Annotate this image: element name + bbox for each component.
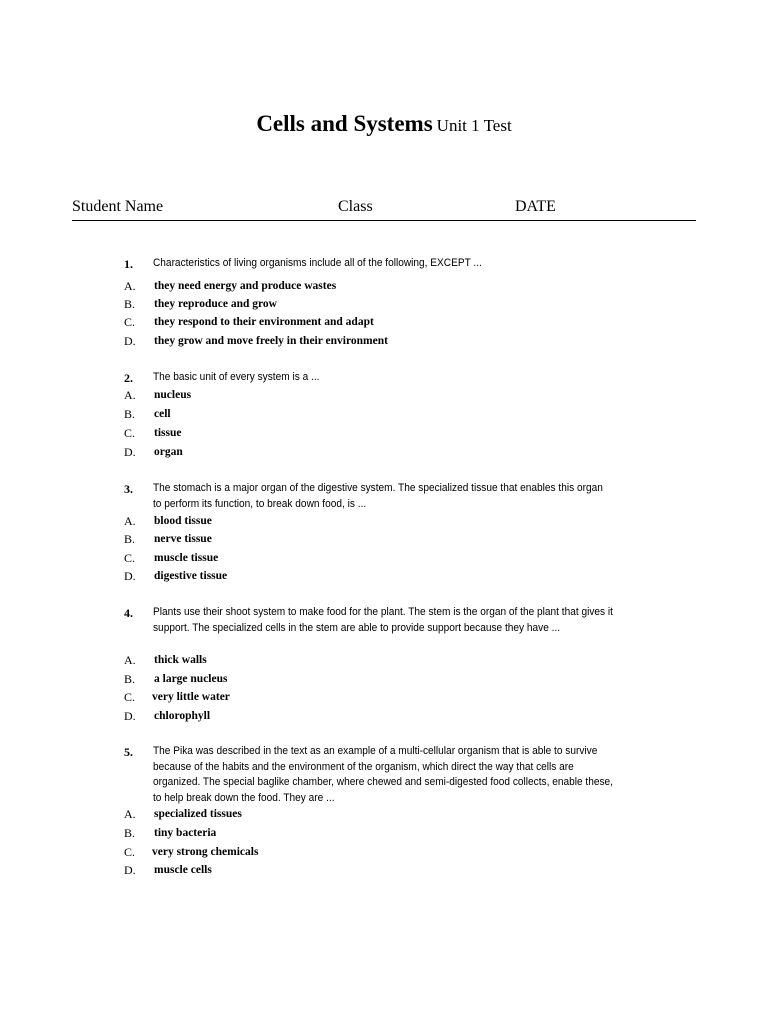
option-4d [0, 708, 768, 726]
option-letter: A. [124, 388, 136, 402]
option-text: they grow and move freely in their environment [154, 335, 388, 347]
question-text: The Pika was described in the text as an example of a multi-cellular organism that is able to survive because of the habits and the environment of the organism, which direct the way that cells are organized. The special baglike chamber, where chewed and semi-digested food collects, enable these, to help break down the food. They are ... [153, 745, 613, 804]
option-letter: B. [124, 826, 136, 840]
option-letter: B. [124, 407, 136, 421]
option-text: they need energy and produce wastes [154, 280, 337, 292]
option-letter: C. [124, 690, 136, 704]
option-text: blood tissue [154, 515, 212, 527]
option-2b [0, 406, 768, 424]
option-text: muscle cells [154, 864, 212, 876]
option-text: very little water [152, 691, 230, 703]
option-text: chlorophyll [154, 710, 211, 722]
option-letter: C. [124, 845, 136, 859]
question-number: 1. [124, 257, 133, 271]
option-text: they respond to their environment and adapt [154, 316, 374, 328]
option-text: they reproduce and grow [154, 298, 277, 310]
option-letter: A. [124, 279, 136, 293]
option-text: very strong chemicals [152, 846, 259, 858]
question-number: 2. [124, 371, 133, 385]
student-info-header [72, 198, 696, 221]
option-2c [0, 425, 768, 443]
option-4a [0, 652, 768, 670]
option-1a [0, 278, 768, 296]
option-letter: D. [124, 334, 136, 348]
option-letter: C. [124, 426, 136, 440]
page-title [0, 111, 768, 137]
question-number: 3. [124, 482, 133, 496]
option-4b [0, 671, 768, 689]
question-text: The basic unit of every system is a ... [153, 371, 320, 383]
option-letter: C. [124, 315, 136, 329]
option-1b [0, 296, 768, 314]
option-text: digestive tissue [154, 570, 228, 582]
option-text: muscle tissue [154, 552, 219, 564]
option-2d [0, 444, 768, 462]
question-number: 5. [124, 745, 133, 759]
question-text: The stomach is a major organ of the digestive system. The specialized tissue that enables this organ to perform its function, to break down food, is ... [153, 482, 603, 510]
option-2a [0, 387, 768, 405]
question-number: 4. [124, 606, 133, 620]
option-text: specialized tissues [154, 808, 242, 820]
option-5c [0, 844, 768, 862]
option-text: tissue [154, 427, 182, 439]
option-1d [0, 333, 768, 351]
option-letter: C. [124, 551, 136, 565]
question-text: Characteristics of living organisms include all of the following, EXCEPT ... [153, 257, 482, 269]
option-text: thick walls [154, 654, 207, 666]
option-text: organ [154, 446, 183, 458]
question-text: Plants use their shoot system to make food for the plant. The stem is the organ of the plant that gives it support. The specialized cells in the stem are able to provide support because they have ... [153, 606, 613, 634]
option-text: nucleus [154, 389, 192, 401]
option-text: cell [154, 408, 171, 420]
option-5d [0, 862, 768, 880]
option-5b [0, 825, 768, 843]
option-letter: B. [124, 672, 136, 686]
option-letter: D. [124, 863, 136, 877]
student-name-label: Student Name [72, 198, 164, 215]
title-sub: Unit 1 Test [436, 116, 512, 135]
option-3d [0, 568, 768, 586]
option-4c [0, 689, 768, 707]
option-1c [0, 314, 768, 332]
option-3a [0, 513, 768, 531]
option-letter: D. [124, 569, 136, 583]
option-letter: A. [124, 653, 136, 667]
option-letter: D. [124, 709, 136, 723]
option-letter: D. [124, 445, 136, 459]
option-letter: A. [124, 514, 136, 528]
title-main: Cells and Systems [256, 111, 433, 136]
class-label: Class [338, 198, 373, 215]
date-label: DATE [515, 198, 556, 215]
option-text: nerve tissue [154, 533, 212, 545]
option-letter: A. [124, 807, 136, 821]
option-3b [0, 531, 768, 549]
option-letter: B. [124, 532, 136, 546]
option-5a [0, 806, 768, 824]
option-text: a large nucleus [154, 673, 228, 685]
option-letter: B. [124, 297, 136, 311]
option-3c [0, 550, 768, 568]
option-text: tiny bacteria [154, 827, 217, 839]
